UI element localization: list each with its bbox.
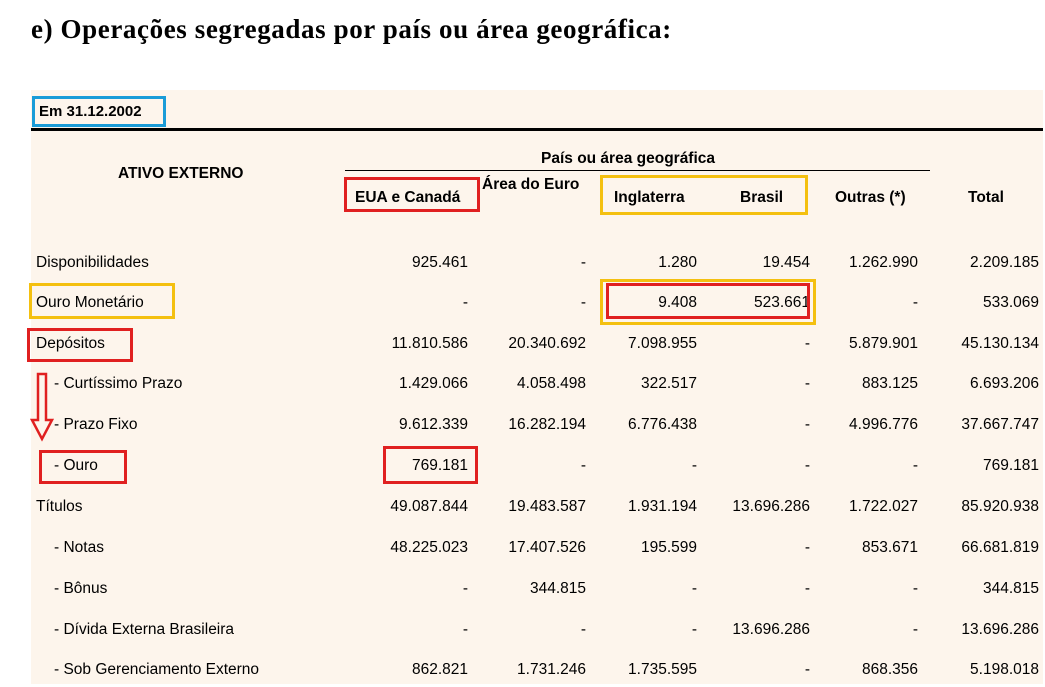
cell-value: - xyxy=(804,416,810,433)
table-row xyxy=(0,657,1045,687)
table-row xyxy=(0,617,1045,647)
cell-value: - xyxy=(804,457,810,474)
cell-value: - xyxy=(804,580,810,597)
cell-value: 883.125 xyxy=(861,375,918,392)
cell-value: 17.407.526 xyxy=(508,539,586,556)
row-label: - Prazo Fixo xyxy=(54,416,138,433)
cell-value: 7.098.955 xyxy=(628,335,697,352)
cell-value: - xyxy=(912,457,918,474)
cell-value: 4.996.776 xyxy=(849,416,918,433)
column-header-area-euro: Área do Euro xyxy=(482,176,580,193)
column-header-outras: Outras (*) xyxy=(835,189,906,206)
column-header-brasil: Brasil xyxy=(740,189,784,206)
highlight-box-ouro-monetario xyxy=(29,283,175,319)
cell-value: 13.696.286 xyxy=(732,621,810,638)
cell-value: 2.209.185 xyxy=(970,254,1039,271)
highlight-box-depositos xyxy=(27,328,133,362)
row-label: Títulos xyxy=(36,498,83,515)
cell-value: 1.262.990 xyxy=(849,254,918,271)
cell-value: - xyxy=(804,539,810,556)
table-row xyxy=(0,494,1045,524)
cell-value: 9.612.339 xyxy=(399,416,468,433)
cell-value: 1.280 xyxy=(658,254,697,271)
column-header-eua-canada: EUA e Canadá xyxy=(355,189,461,206)
cell-value: - xyxy=(580,457,586,474)
date-label: Em 31.12.2002 xyxy=(32,96,166,127)
cell-value: - xyxy=(804,661,810,678)
cell-value: 48.225.023 xyxy=(390,539,468,556)
cell-value: 853.671 xyxy=(861,539,918,556)
cell-value: 868.356 xyxy=(861,661,918,678)
table-row xyxy=(0,250,1045,280)
cell-value: 925.461 xyxy=(411,254,468,271)
table-row xyxy=(0,576,1045,606)
cell-value: 1.722.027 xyxy=(849,498,918,515)
section-heading: e) Operações segregadas por país ou área geográfica: xyxy=(31,14,672,44)
row-label: Disponibilidades xyxy=(36,254,149,271)
cell-value: 1.931.194 xyxy=(628,498,697,515)
row-label: Ouro Monetário xyxy=(36,294,144,311)
group-underline xyxy=(345,170,930,171)
cell-value: 13.696.286 xyxy=(961,621,1039,638)
highlight-box-inglaterra-brasil-header xyxy=(600,175,808,215)
cell-value: 49.087.844 xyxy=(390,498,468,515)
highlight-box-ouro-label xyxy=(39,450,127,484)
cell-value: 6.776.438 xyxy=(628,416,697,433)
cell-value: 5.198.018 xyxy=(970,661,1039,678)
row-label: - Notas xyxy=(54,539,104,556)
table-row xyxy=(0,453,1045,483)
highlight-box-ouro-monetario-values-inner xyxy=(606,283,810,319)
cell-value: - xyxy=(462,580,468,597)
cell-value: - xyxy=(912,621,918,638)
asset-header: ATIVO EXTERNO xyxy=(118,165,244,182)
cell-value: 66.681.819 xyxy=(961,539,1039,556)
cell-value: 1.735.595 xyxy=(628,661,697,678)
cell-value: 769.181 xyxy=(982,457,1039,474)
cell-value: - xyxy=(912,294,918,311)
cell-value: - xyxy=(804,375,810,392)
cell-value: 533.069 xyxy=(982,294,1039,311)
cell-value: 5.879.901 xyxy=(849,335,918,352)
column-header-inglaterra: Inglaterra xyxy=(614,189,685,206)
cell-value: 322.517 xyxy=(640,375,697,392)
cell-value: 9.408 xyxy=(658,294,697,311)
row-label: - Sob Gerenciamento Externo xyxy=(54,661,260,678)
header-rule xyxy=(31,128,1043,131)
cell-value: - xyxy=(462,294,468,311)
row-label: - Curtíssimo Prazo xyxy=(54,375,183,392)
cell-value: 16.282.194 xyxy=(508,416,586,433)
cell-value: 523.661 xyxy=(753,294,810,311)
cell-value: 13.696.286 xyxy=(732,498,810,515)
cell-value: 1.429.066 xyxy=(399,375,468,392)
cell-value: - xyxy=(691,621,697,638)
cell-value: 4.058.498 xyxy=(517,375,586,392)
cell-value: - xyxy=(580,254,586,271)
cell-value: 769.181 xyxy=(411,457,468,474)
cell-value: 19.454 xyxy=(762,254,810,271)
cell-value: 85.920.938 xyxy=(961,498,1039,515)
cell-value: 862.821 xyxy=(411,661,468,678)
cell-value: - xyxy=(691,580,697,597)
down-arrow-icon xyxy=(30,372,54,442)
row-label: - Ouro xyxy=(54,457,98,474)
cell-value: - xyxy=(580,294,586,311)
cell-value: 1.731.246 xyxy=(517,661,586,678)
cell-value: 6.693.206 xyxy=(970,375,1039,392)
cell-value: - xyxy=(912,580,918,597)
highlight-box-ouro-value xyxy=(383,446,478,484)
cell-value: - xyxy=(580,621,586,638)
cell-value: - xyxy=(462,621,468,638)
cell-value: 45.130.134 xyxy=(961,335,1039,352)
cell-value: 37.667.747 xyxy=(961,416,1039,433)
cell-value: 11.810.586 xyxy=(391,335,468,352)
row-label: Depósitos xyxy=(36,335,105,352)
table-row xyxy=(0,371,1045,401)
cell-value: 20.340.692 xyxy=(508,335,586,352)
cell-value: 19.483.587 xyxy=(508,498,586,515)
cell-value: 344.815 xyxy=(529,580,586,597)
cell-value: - xyxy=(691,457,697,474)
cell-value: 195.599 xyxy=(640,539,697,556)
row-label: - Dívida Externa Brasileira xyxy=(54,621,235,638)
table-row xyxy=(0,535,1045,565)
cell-value: 344.815 xyxy=(982,580,1039,597)
highlight-box-eua-canada-header xyxy=(344,177,480,212)
column-header-total: Total xyxy=(968,189,1004,206)
group-header: País ou área geográfica xyxy=(541,150,716,167)
cell-value: - xyxy=(804,335,810,352)
row-label: - Bônus xyxy=(54,580,108,597)
table-row xyxy=(0,412,1045,442)
table-row xyxy=(0,331,1045,361)
